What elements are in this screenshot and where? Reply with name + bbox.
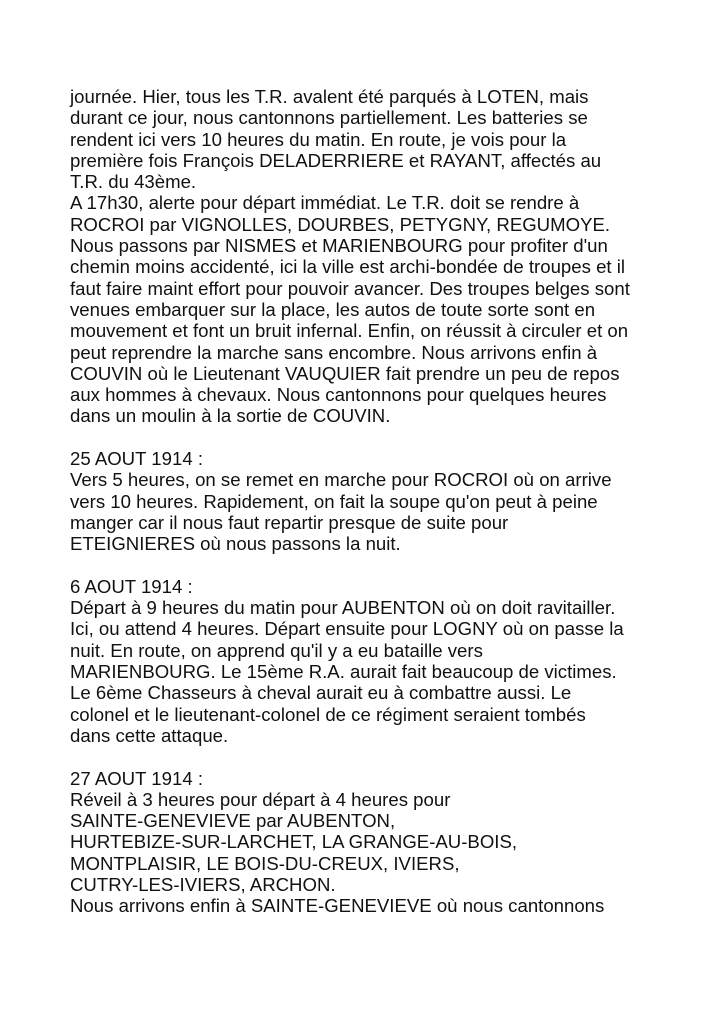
text-line: Ici, ou attend 4 heures. Départ ensuite pour LOGNY où on passe la	[70, 618, 624, 640]
text-line: dans cette attaque.	[70, 724, 229, 746]
text-line: MONTPLAISIR, LE BOIS-DU-CREUX, IVIERS,	[70, 852, 460, 874]
text-line: nuit. En route, on apprend qu'il y a eu bataille vers	[70, 639, 483, 661]
text-line: ROCROI par VIGNOLLES, DOURBES, PETYGNY, REGUMOYE.	[70, 213, 611, 235]
paragraph-gap	[70, 746, 670, 767]
text-line: CUTRY-LES-IVIERS, ARCHON.	[70, 873, 336, 895]
text-line: première fois François DELADERRIERE et RAYANT, affectés au	[70, 149, 602, 171]
text-line: durant ce jour, nous cantonnons partiellement. Les batteries se	[70, 107, 588, 129]
text-line: journée. Hier, tous les T.R. avalent été parqués à LOTEN, mais	[70, 86, 589, 107]
section-date-heading: 6 AOUT 1914 :	[70, 575, 193, 597]
document-page	[70, 86, 670, 917]
text-line: MARIENBOURG. Le 15ème R.A. aurait fait beaucoup de victimes.	[70, 661, 617, 683]
text-line: Le 6ème Chasseurs à cheval aurait eu à combattre aussi. Le	[70, 682, 572, 704]
text-line: dans un moulin à la sortie de COUVIN.	[70, 405, 391, 427]
text-line: Nous passons par NISMES et MARIENBOURG pour profiter d'un	[70, 235, 608, 257]
section-date-heading: 27 AOUT 1914 :	[70, 767, 203, 789]
text-line: T.R. du 43ème.	[70, 171, 197, 193]
paragraph-gap	[70, 427, 670, 448]
section-date-heading: 25 AOUT 1914 :	[70, 448, 203, 470]
text-line: Réveil à 3 heures pour départ à 4 heures pour	[70, 788, 451, 810]
text-line: mouvement et font un bruit infernal. Enfin, on réussit à circuler et on	[70, 320, 629, 342]
text-line: faut faire maint effort pour pouvoir avancer. Des troupes belges sont	[70, 277, 630, 299]
text-line: ETEIGNIERES où nous passons la nuit.	[70, 533, 401, 555]
text-line: rendent ici vers 10 heures du matin. En route, je vois pour la	[70, 128, 567, 150]
text-line: venues embarquer sur la place, les autos de toute sorte sont en	[70, 298, 596, 320]
text-line: chemin moins accidenté, ici la ville est archi-bondée de troupes et il	[70, 256, 625, 278]
text-line: Nous arrivons enfin à SAINTE-GENEVIEVE où nous cantonnons	[70, 895, 605, 917]
text-line: COUVIN où le Lieutenant VAUQUIER fait prendre un peu de repos	[70, 362, 620, 384]
paragraph-gap	[70, 555, 670, 576]
text-line: vers 10 heures. Rapidement, on fait la soupe qu'on peut à peine	[70, 490, 598, 512]
text-line: A 17h30, alerte pour départ immédiat. Le T.R. doit se rendre à	[70, 192, 580, 214]
text-line: Départ à 9 heures du matin pour AUBENTON où on doit ravitailler.	[70, 597, 616, 619]
text-line: colonel et le lieutenant-colonel de ce régiment seraient tombés	[70, 703, 586, 725]
text-line: HURTEBIZE-SUR-LARCHET, LA GRANGE-AU-BOIS,	[70, 831, 518, 853]
text-line: manger car il nous faut repartir presque de suite pour	[70, 511, 509, 533]
text-line: Vers 5 heures, on se remet en marche pour ROCROI où on arrive	[70, 469, 612, 491]
text-line: peut reprendre la marche sans encombre. Nous arrivons enfin à	[70, 341, 598, 363]
text-line: SAINTE-GENEVIEVE par AUBENTON,	[70, 810, 396, 832]
text-line: aux hommes à chevaux. Nous cantonnons pour quelques heures	[70, 384, 607, 406]
